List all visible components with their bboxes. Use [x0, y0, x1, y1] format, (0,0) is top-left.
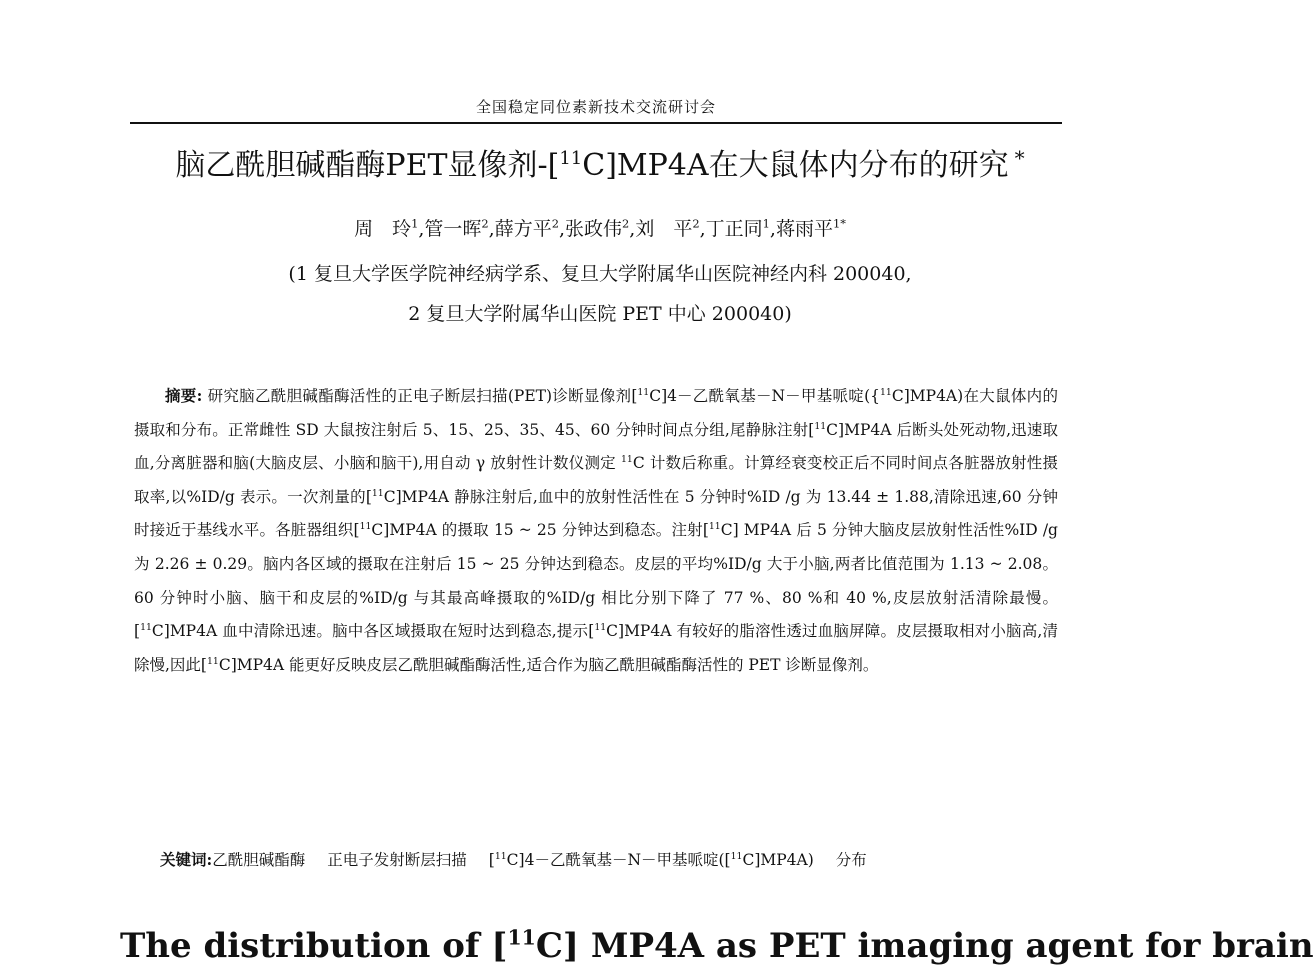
- abstract-text: C] MP4A 后 5 分钟大脑皮层放射性活性%ID /g 为 2.26 ± 0.29。脑内各区域的摄取在注射后 15 ~ 25 分钟达到稳态。皮层的平均%ID/g 大于小脑,两者比值范围为 1.13 ~ 2.08。60 分钟时小脑、脑干和皮层的%ID/g 与其最高峰摄取的%ID/g 相比分别下降了 77 %、80 %和 40 %,皮层放射活清除最慢。[: [134, 521, 1058, 641]
- abstract-text: C]4－乙酰氧基－N－甲基哌啶({: [649, 387, 881, 405]
- author-affiliation: 2: [481, 216, 489, 231]
- keyword: [$^{11}$C]4－乙酰氧基－N－甲基哌啶([: [488, 850, 731, 869]
- author: 蒋雨平: [775, 218, 833, 240]
- abstract: [134, 379, 1058, 682]
- author: 周 玲: [354, 218, 412, 240]
- abstract-body: [134, 387, 1058, 674]
- abstract-text: C]MP4A 有较好的脂溶性透过血脑屏障。皮层摄取相对小脑高,清除慢,因此[: [134, 622, 1059, 674]
- english-title-sup: 11: [507, 925, 536, 950]
- english-title: [120, 925, 1314, 966]
- abstract-text: 研究脑乙酰胆碱酯酶活性的正电子断层扫描(PET)诊断显像剂[: [202, 387, 638, 405]
- author-affiliation: 1: [762, 216, 770, 231]
- isotope-superscript: 11: [708, 521, 721, 533]
- abstract-text: C]MP4A 能更好反映皮层乙酰胆碱酯酶活性,适合作为脑乙酰胆碱酯酶活性的 PET 诊断显像剂。: [218, 655, 879, 674]
- author: 刘 平: [635, 218, 693, 240]
- header-rule: [130, 122, 1062, 124]
- title-sup: 11: [559, 148, 583, 169]
- author-affiliation: 2: [551, 216, 559, 231]
- isotope-superscript: 11: [371, 487, 384, 499]
- abstract-text: C]MP4A 后断头处死动物,迅速取血,分离脏器和脑(大脑皮层、小脑和脑干),用自动 γ 放射性计数仪测定: [134, 420, 1058, 473]
- abstract-text: C]MP4A 的摄取 15 ~ 25 分钟达到稳态。注射[: [371, 521, 709, 540]
- isotope-superscript: 11: [730, 850, 743, 862]
- title-pre: 脑乙酰胆碱酯酶PET显像剂-[: [175, 148, 560, 183]
- isotope-superscript: 11: [206, 655, 219, 667]
- title-post: C]MP4A在大鼠体内分布的研究: [582, 148, 1009, 183]
- english-title-post: C] MP4A as PET imaging agent for brain: [535, 926, 1314, 966]
- isotope-superscript: 11: [621, 454, 633, 466]
- isotope-superscript: 11: [594, 622, 607, 633]
- isotope-superscript: 11: [637, 386, 650, 398]
- isotope-superscript: 11: [140, 622, 152, 633]
- paper-title: [100, 146, 1100, 184]
- author-affiliation: 1*: [832, 216, 846, 231]
- author: 薛方平: [494, 218, 552, 240]
- abstract-text: C]MP4A 血中清除迅速。脑中各区域摄取在短时达到稳态,提示[: [151, 622, 595, 641]
- author: 丁正同: [705, 218, 763, 240]
- isotope-superscript: 11: [814, 420, 827, 432]
- keywords-label: 关键词:: [160, 850, 213, 869]
- author: 管一晖: [424, 218, 482, 240]
- affiliation-line: (1 复旦大学医学院神经病学系、复旦大学附属华山医院神经内科 200040,: [288, 263, 912, 285]
- author-affiliation: 2: [692, 216, 700, 231]
- affiliation-line: 2 复旦大学附属华山医院 PET 中心 200040): [408, 303, 792, 325]
- abstract-text: C 计数后称重。计算经衰变校正后不同时间点各脏器放射性摄取率,以%ID/g 表示。一次剂量的[: [134, 454, 1058, 506]
- keyword: $^{11}$C]MP4A): [730, 850, 814, 869]
- author: 张政伟: [565, 218, 623, 240]
- abstract-text: C]MP4A 静脉注射后,血中的放射性活性在 5 分钟时%ID /g 为 13.44 ± 1.88,清除迅速,60 分钟时接近于基线水平。各脏器组织[: [134, 487, 1058, 540]
- author-affiliation: 2: [622, 216, 630, 231]
- abstract-text: C]MP4A)在大鼠体内的摄取和分布。正常雌性 SD 大鼠按注射后 5、15、25、35、45、60 分钟时间点分组,尾静脉注射[: [134, 387, 1058, 439]
- isotope-superscript: 11: [494, 850, 507, 862]
- isotope-superscript: 11: [359, 521, 372, 533]
- keyword: 分布: [835, 851, 867, 869]
- author-affiliation: 1: [411, 216, 419, 231]
- author-list: 周 玲$^1$,管一晖$^2$,薛方平$^2$,张政伟$^2$,刘 平$^2$,丁正同$^1$,蒋雨平$^{1*}$: [354, 216, 846, 240]
- english-title-pre: The distribution of [: [120, 926, 508, 966]
- abstract-label: 摘要:: [165, 386, 203, 405]
- keyword: 乙酰胆碱酯酶: [212, 851, 306, 869]
- conference-header: 全国稳定同位素新技术交流研讨会: [475, 98, 716, 116]
- title-star: *: [1014, 146, 1025, 170]
- keywords: [160, 848, 1060, 870]
- keyword: 正电子发射断层扫描: [327, 851, 467, 869]
- keywords-list: [212, 851, 889, 869]
- isotope-superscript: 11: [880, 386, 892, 398]
